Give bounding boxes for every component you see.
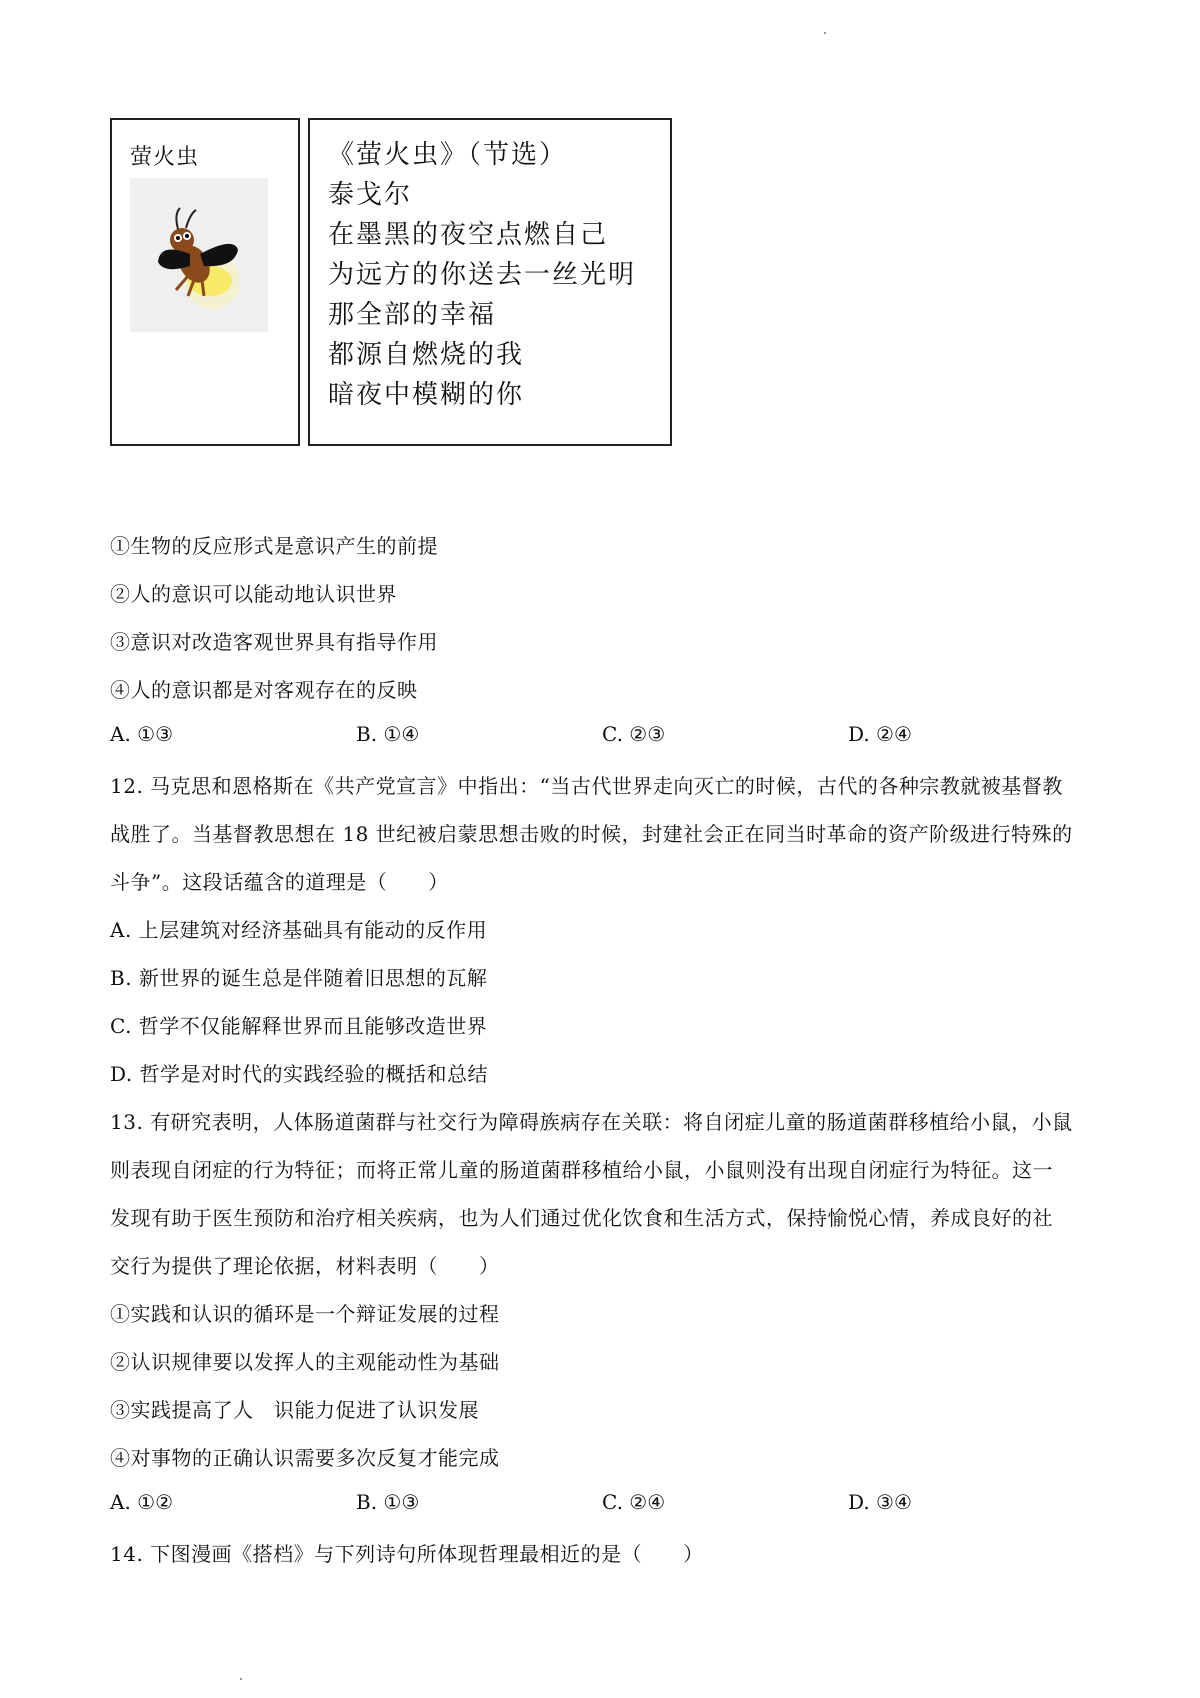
q14-stem-line: 14. 下图漫画《搭档》与下列诗句所体现哲理最相近的是（ ） [110, 1542, 704, 1566]
q13-item-3: ③实践提高了人 识能力促进了认识发展 [110, 1398, 479, 1422]
q13-stem-line: 发现有助于医生预防和治疗相关疾病，也为人们通过优化饮食和生活方式，保持愉悦心情，养成良好的社 [110, 1206, 1053, 1230]
q13-option-c: C. ②④ [602, 1490, 666, 1514]
poem-card [308, 118, 672, 446]
q13-stem-line: 则表现自闭症的行为特征；而将正常儿童的肠道菌群移植给小鼠，小鼠则没有出现自闭症行为特征。这一 [110, 1158, 1053, 1182]
q13-item-2: ②认识规律要以发挥人的主观能动性为基础 [110, 1350, 500, 1374]
q12-stem-line: 斗争”。这段话蕴含的道理是（ ） [110, 870, 449, 894]
q12-option-d: D. 哲学是对时代的实践经验的概括和总结 [110, 1062, 489, 1086]
q12-option-c: C. 哲学不仅能解释世界而且能够改造世界 [110, 1014, 488, 1038]
poem-author: 泰戈尔 [328, 180, 413, 210]
poem-line: 暗夜中模糊的你 [328, 380, 525, 410]
q13-option-a: A. ①② [110, 1490, 174, 1514]
q13-stem-line: 交行为提供了理论依据，材料表明（ ） [110, 1254, 500, 1278]
poem-line: 那全部的幸福 [328, 300, 497, 330]
q13-item-1: ①实践和认识的循环是一个辩证发展的过程 [110, 1302, 500, 1326]
q13-item-4: ④对事物的正确认识需要多次反复才能完成 [110, 1446, 500, 1470]
poem-line: 为远方的你送去一丝光明 [328, 260, 637, 290]
poem-line: 在墨黑的夜空点燃自己 [328, 220, 609, 250]
q11-item-2: ②人的意识可以能动地认识世界 [110, 582, 397, 606]
q13-stem-line: 13. 有研究表明，人体肠道菌群与社交行为障碍族病存在关联：将自闭症儿童的肠道菌群移植给小鼠，小鼠 [110, 1110, 1073, 1134]
firefly-figure [110, 118, 672, 452]
card-title: 萤火虫 [130, 145, 200, 170]
q11-option-b: B. ①④ [356, 722, 420, 746]
q11-item-3: ③意识对改造客观世界具有指导作用 [110, 630, 438, 654]
q13-option-b: B. ①③ [356, 1490, 420, 1514]
q12-stem-line: 战胜了。当基督教思想在 18 世纪被启蒙思想击败的时候，封建社会正在同当时革命的资产阶级进行特殊的 [110, 822, 1073, 846]
q12-stem-line: 12. 马克思和恩格斯在《共产党宣言》中指出：“当古代世界走向灭亡的时候，古代的各种宗教就被基督教 [110, 774, 1063, 798]
poem-title: 《萤火虫》（节选） [328, 140, 568, 170]
q13-option-d: D. ③④ [848, 1490, 912, 1514]
firefly-card [110, 118, 300, 446]
q11-option-a: A. ①③ [110, 722, 174, 746]
q11-option-d: D. ②④ [848, 722, 912, 746]
q11-option-c: C. ②③ [602, 722, 666, 746]
firefly-icon [130, 178, 268, 332]
q11-item-4: ④人的意识都是对客观存在的反映 [110, 678, 418, 702]
firefly-illustration [130, 178, 268, 332]
poem-line: 都源自燃烧的我 [328, 340, 525, 370]
q12-option-b: B. 新世界的诞生总是伴随着旧思想的瓦解 [110, 966, 488, 990]
q12-option-a: A. 上层建筑对经济基础具有能动的反作用 [110, 918, 488, 942]
scan-speck [824, 32, 826, 34]
scan-speck [240, 1678, 242, 1680]
q11-item-1: ①生物的反应形式是意识产生的前提 [110, 534, 438, 558]
